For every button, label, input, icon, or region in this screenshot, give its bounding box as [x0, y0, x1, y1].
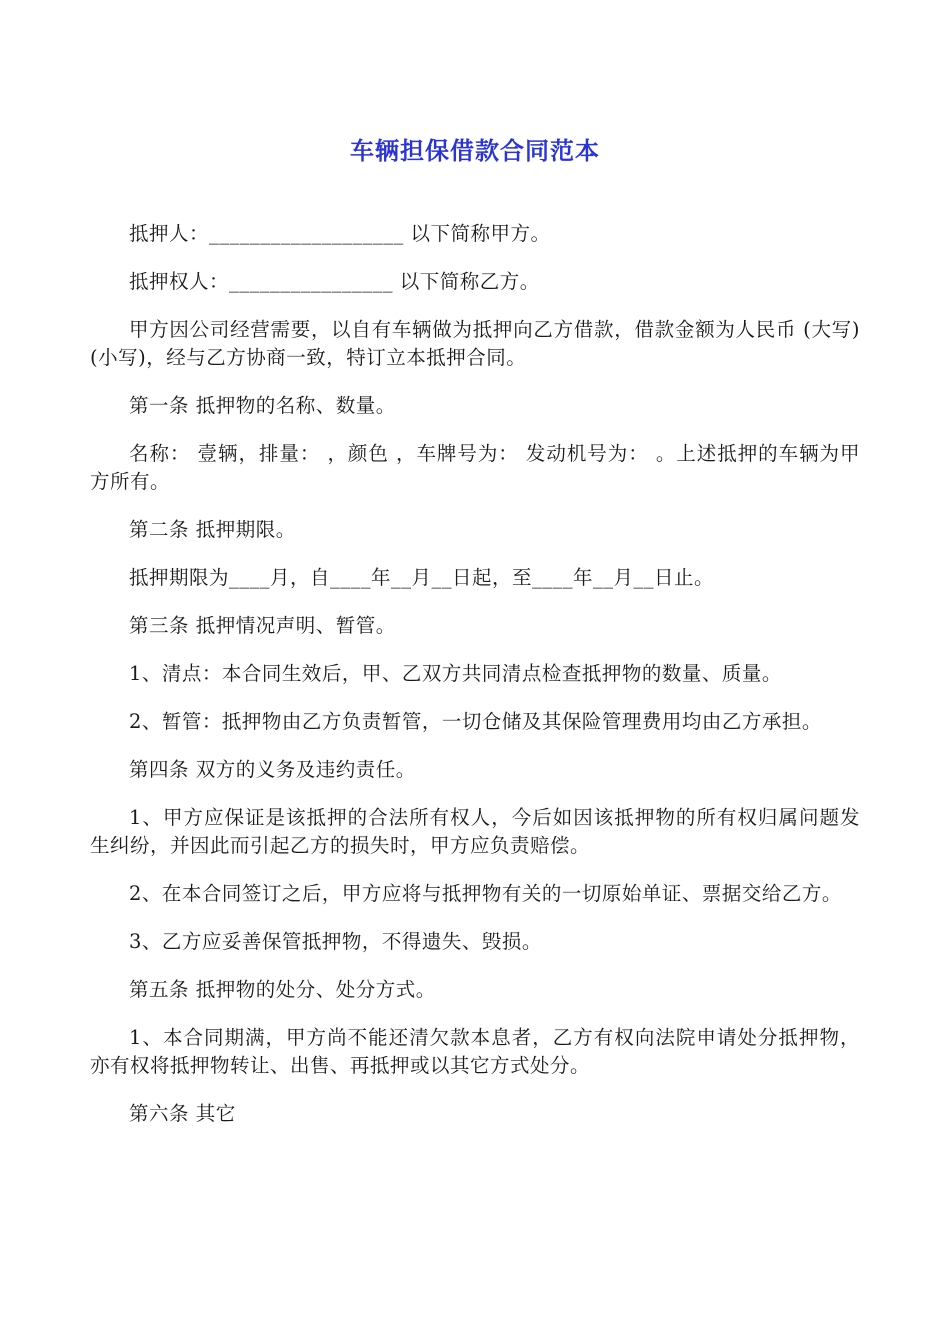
paragraph-intro: 甲方因公司经营需要，以自有车辆做为抵押向乙方借款，借款金额为人民币 (大写) (小写)，经与乙方协商一致，特订立本抵押合同。 [90, 318, 860, 369]
paragraph-mortgagor: 抵押人：___________________ 以下简称甲方。 [129, 222, 551, 245]
document-title: 车辆担保借款合同范本 [350, 137, 600, 165]
paragraph-mortgagee: 抵押权人：________________ 以下简称乙方。 [129, 270, 540, 293]
article-1-content: 名称： 壹辆，排量： ，颜色 ，车牌号为： 发动机号为： 。上述抵押的车辆为甲方所有。 [90, 442, 860, 493]
article-4-heading: 第四条 双方的义务及违约责任。 [129, 758, 416, 781]
article-4-item-3: 3、乙方应妥善保管抵押物，不得遗失、毁损。 [129, 930, 542, 953]
article-2-content: 抵押期限为____月，自____年__月__日起，至____年__月__日止。 [129, 566, 715, 589]
article-5-heading: 第五条 抵押物的处分、处分方式。 [129, 978, 436, 1001]
article-5-item-1: 1、本合同期满，甲方尚不能还清欠款本息者，乙方有权向法院申请处分抵押物，亦有权将抵押物转让、出售、再抵押或以其它方式处分。 [90, 1026, 860, 1077]
article-3-item-1: 1、清点：本合同生效后，甲、乙双方共同清点检查抵押物的数量、质量。 [129, 662, 782, 685]
article-4-item-1: 1、甲方应保证是该抵押的合法所有权人，今后如因该抵押物的所有权归属问题发生纠纷，并因此而引起乙方的损失时，甲方应负责赔偿。 [90, 806, 860, 857]
article-3-heading: 第三条 抵押情况声明、暂管。 [129, 614, 396, 637]
article-6-heading: 第六条 其它 [129, 1102, 236, 1125]
document-body [90, 220, 860, 1148]
article-1-heading: 第一条 抵押物的名称、数量。 [129, 394, 396, 417]
article-2-heading: 第二条 抵押期限。 [129, 518, 296, 541]
article-4-item-2: 2、在本合同签订之后，甲方应将与抵押物有关的一切原始单证、票据交给乙方。 [129, 882, 842, 905]
article-3-item-2: 2、暂管：抵押物由乙方负责暂管，一切仓储及其保险管理费用均由乙方承担。 [129, 710, 822, 733]
